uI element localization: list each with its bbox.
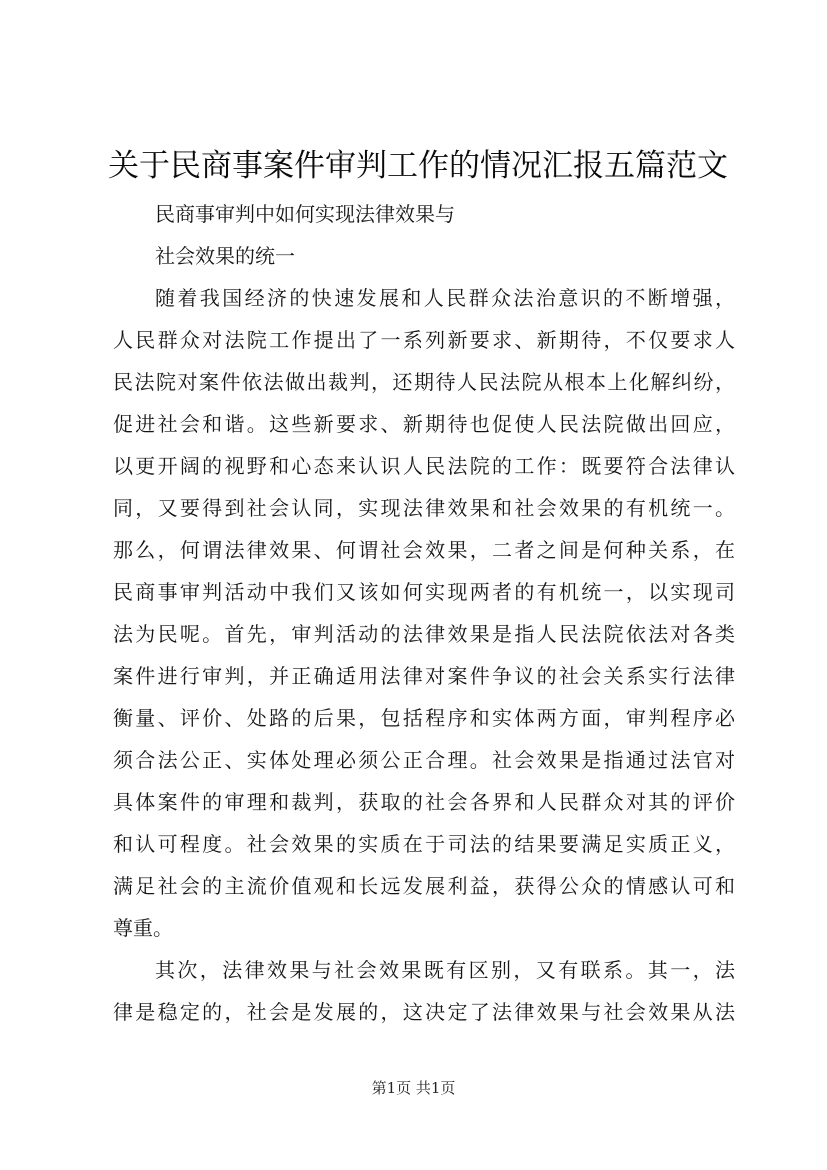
paragraph-line: 促进社会和谐。这些新要求、新期待也促使人民法院做出回应，	[113, 412, 735, 436]
paragraph-line: 那么，何谓法律效果、何谓社会效果，二者之间是何种关系，在	[113, 538, 735, 562]
paragraph-line: 其次，法律效果与社会效果既有区别，又有联系。其一，法	[155, 958, 735, 982]
paragraph-line: 具体案件的审理和裁判，获取的社会各界和人民群众对其的评价	[113, 790, 735, 814]
paragraph-line: 民商事审判活动中我们又该如何实现两者的有机统一，以实现司	[113, 580, 735, 604]
paragraph-line: 律是稳定的，社会是发展的，这决定了法律效果与社会效果从法	[113, 1000, 735, 1024]
paragraph-line: 以更开阔的视野和心态来认识人民法院的工作：既要符合法律认	[113, 454, 735, 478]
paragraph-line: 随着我国经济的快速发展和人民群众法治意识的不断增强，	[155, 286, 735, 310]
paragraph-line: 民法院对案件依法做出裁判，还期待人民法院从根本上化解纠纷，	[113, 370, 735, 394]
subtitle-line: 社会效果的统一	[155, 244, 295, 268]
paragraph-line: 满足社会的主流价值观和长远发展利益，获得公众的情感认可和	[113, 874, 735, 898]
paragraph-line: 衡量、评价、处路的后果，包括程序和实体两方面，审判程序必	[113, 706, 735, 730]
paragraph-line: 尊重。	[113, 916, 173, 940]
document-title: 关于民商事案件审判工作的情况汇报五篇范文	[108, 148, 728, 184]
paragraph-line: 和认可程度。社会效果的实质在于司法的结果要满足实质正义，	[113, 832, 735, 856]
paragraph-line: 人民群众对法院工作提出了一系列新要求、新期待，不仅要求人	[113, 328, 735, 352]
paragraph-line: 同，又要得到社会认同，实现法律效果和社会效果的有机统一。	[113, 496, 735, 520]
paragraph-line: 法为民呢。首先，审判活动的法律效果是指人民法院依法对各类	[113, 622, 735, 646]
paragraph-line: 须合法公正、实体处理必须公正合理。社会效果是指通过法官对	[113, 748, 735, 772]
subtitle-line: 民商事审判中如何实现法律效果与	[155, 202, 455, 226]
paragraph-line: 案件进行审判，并正确适用法律对案件争议的社会关系实行法律	[113, 664, 735, 688]
page-number-footer: 第1页 共1页	[371, 1079, 456, 1097]
